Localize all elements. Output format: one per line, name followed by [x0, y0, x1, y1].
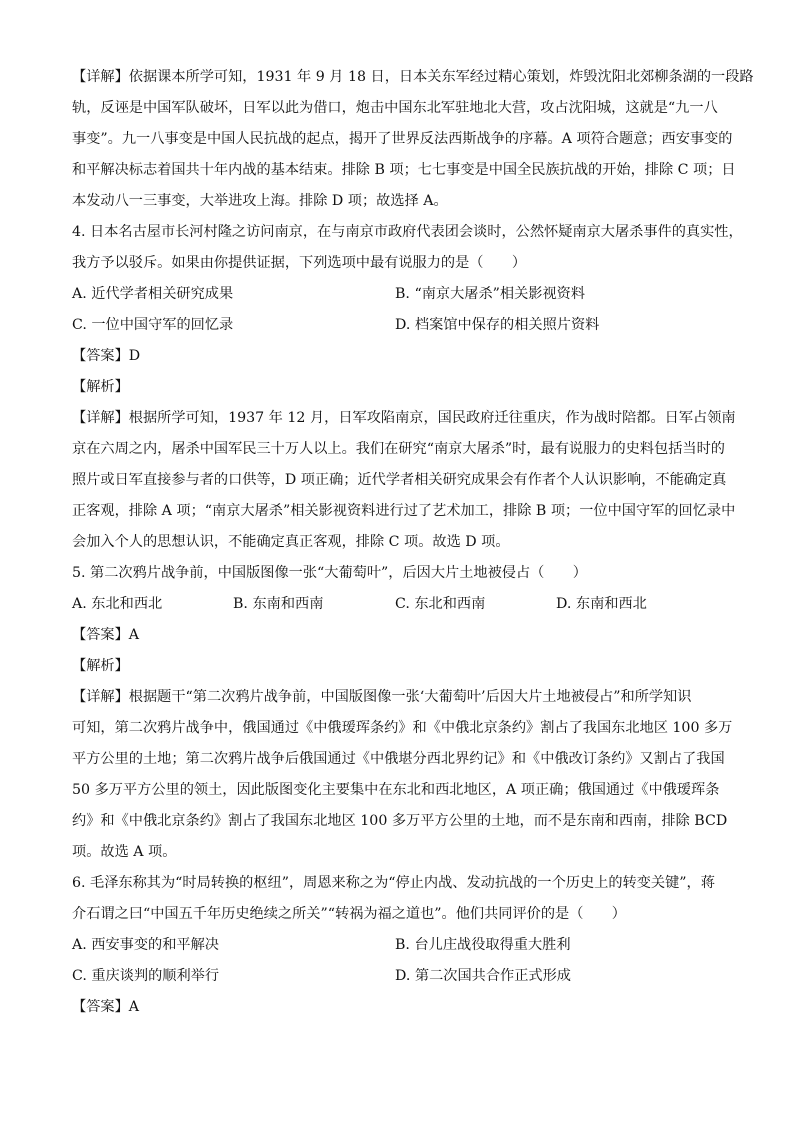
- option-d: D. 东南和西北: [556, 596, 647, 612]
- text-line: 轨，反诬是中国军队破坏，日军以此为借口，炮击中国东北军驻地北大营，攻占沈阳城，这就是“九一八: [72, 100, 718, 116]
- question-stem: 4. 日本名古屋市长河村隆之访问南京，在与南京市政府代表团会谈时，公然怀疑南京大屠杀事件的真实性，: [72, 224, 743, 240]
- question-stem: 6. 毛泽东称其为“时局转换的枢纽”，周恩来称之为“停止内战、发动抗战的一个历史上的转变关键”，蒋: [72, 875, 715, 891]
- text-line: 正客观，排除 A 项；“南京大屠杀”相关影视资料进行过了艺术加工，排除 B 项；一位中国守军的回忆录中: [72, 503, 736, 519]
- answer-label: 【答案】D: [72, 348, 141, 364]
- text-line: 会加入个人的思想认识，不能确定真正客观，排除 C 项。故选 D 项。: [72, 534, 510, 550]
- option-b: B. 台儿庄战役取得重大胜利: [395, 937, 571, 953]
- option-a: A. 近代学者相关研究成果: [72, 286, 234, 302]
- option-row: [72, 279, 758, 310]
- option-row: [72, 589, 758, 620]
- option-b: B. 东南和西南: [233, 596, 324, 612]
- text-line: 照片或日军直接参与者的口供等，D 项正确；近代学者相关研究成果会有作者个人认识影响，不能确定真: [72, 472, 727, 488]
- text-line: 项。故选 A 项。: [72, 844, 177, 860]
- text-line: 京在六周之内，屠杀中国军民三十万人以上。我们在研究“南京大屠杀”时，最有说服力的史料包括当时的: [72, 441, 725, 457]
- text-line: 【详解】根据题干“第二次鸦片战争前，中国版图像一张‘大葡萄叶’后因大片土地被侵占”和所学知识: [72, 689, 692, 705]
- text-line: 和平解决标志着国共十年内战的基本结束。排除 B 项；七七事变是中国全民族抗战的开始，排除 C 项；日: [72, 162, 736, 178]
- text-line: 事变”。九一八事变是中国人民抗战的起点，揭开了世界反法西斯战争的序幕。A 项符合题意；西安事变的: [72, 131, 733, 147]
- question-stem: 我方予以驳斥。如果由你提供证据，下列选项中最有说服力的是（ ）: [72, 255, 527, 271]
- text-line: 可知，第二次鸦片战争中，俄国通过《中俄瑷珲条约》和《中俄北京条约》割占了我国东北地区 100 多万: [72, 720, 733, 736]
- question-stem: 5. 第二次鸦片战争前，中国版图像一张“大葡萄叶”，后因大片土地被侵占（ ）: [72, 565, 587, 581]
- option-a: A. 东北和西北: [72, 596, 163, 612]
- text-line: 约》和《中俄北京条约》割占了我国东北地区 100 多万平方公里的土地，而不是东南和西南，排除 BCD: [72, 813, 728, 829]
- answer-label: 【答案】A: [72, 627, 139, 643]
- option-d: D. 第二次国共合作正式形成: [395, 968, 571, 984]
- option-c: C. 一位中国守军的回忆录: [72, 317, 234, 333]
- document-page: [72, 62, 758, 1023]
- analysis-label: 【解析】: [72, 379, 129, 395]
- text-line: 本发动八一三事变，大举进攻上海。排除 D 项；故选择 A。: [72, 193, 448, 209]
- question-4: [72, 217, 758, 558]
- option-row: [72, 310, 758, 341]
- question-6: [72, 868, 758, 1023]
- text-line: 【详解】根据所学可知，1937 年 12 月，日军攻陷南京，国民政府迁往重庆，作为战时陪都。日军占领南: [72, 410, 736, 426]
- question-5: [72, 558, 758, 868]
- analysis-label: 【解析】: [72, 658, 129, 674]
- option-row: [72, 961, 758, 992]
- question-stem: 介石谓之曰“中国五千年历史绝续之所关”“转祸为福之道也”。他们共同评价的是（ ）: [72, 906, 626, 922]
- text-line: 【详解】依据课本所学可知，1931 年 9 月 18 日，日本关东军经过精心策划，炸毁沈阳北郊柳条湖的一段路: [72, 69, 754, 85]
- option-d: D. 档案馆中保存的相关照片资料: [395, 317, 600, 333]
- text-line: 平方公里的土地；第二次鸦片战争后俄国通过《中俄堪分西北界约记》和《中俄改订条约》又割占了我国: [72, 751, 725, 767]
- q3-detail: [72, 62, 758, 217]
- option-row: [72, 930, 758, 961]
- option-c: C. 重庆谈判的顺利举行: [72, 968, 220, 984]
- option-b: B. “南京大屠杀”相关影视资料: [395, 286, 586, 302]
- option-c: C. 东北和西南: [395, 596, 486, 612]
- option-a: A. 西安事变的和平解决: [72, 937, 219, 953]
- answer-label: 【答案】A: [72, 999, 139, 1015]
- text-line: 50 多万平方公里的领土，因此版图变化主要集中在东北和西北地区，A 项正确；俄国通过《中俄瑷珲条: [72, 782, 720, 798]
